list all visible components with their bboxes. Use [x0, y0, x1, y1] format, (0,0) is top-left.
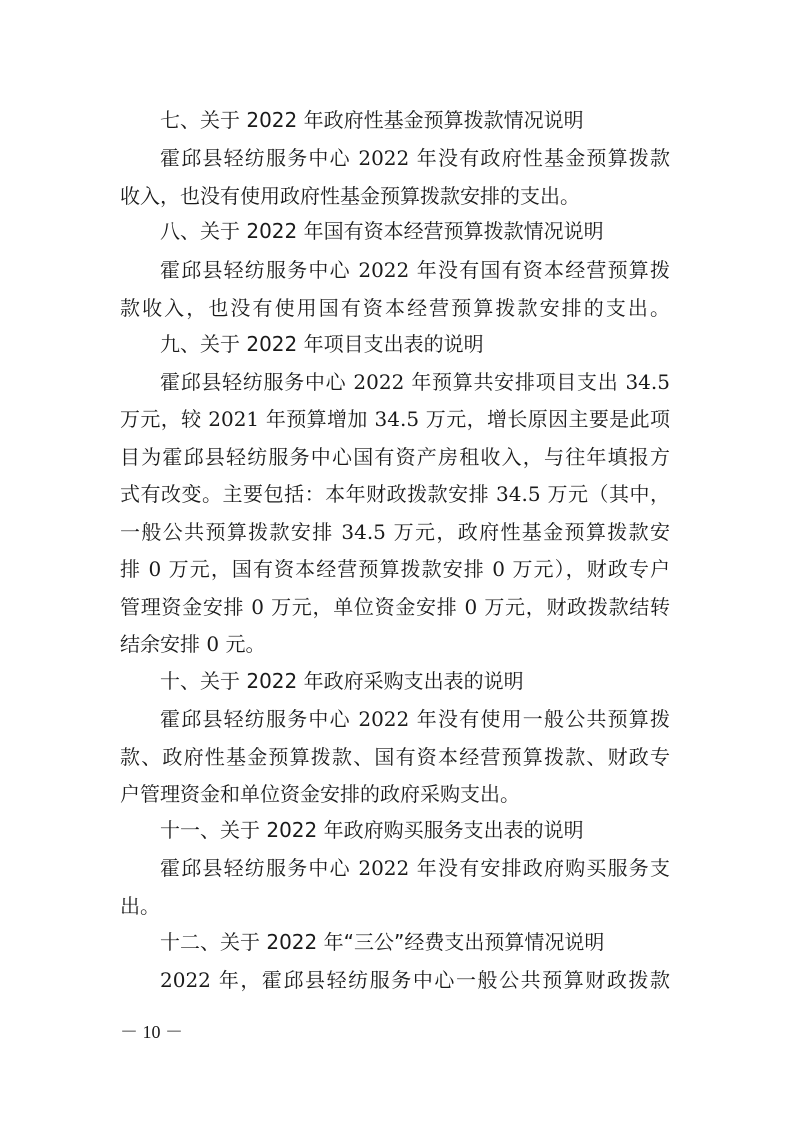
section-8-line-1: 霍邱县轻纺服务中心 2022 年没有国有资本经营预算拨: [160, 258, 670, 282]
section-9-line-6: 排 0 万元，国有资本经营预算拨款安排 0 万元），财政专户: [120, 557, 670, 581]
section-heading-9: 九、关于 2022 年项目支出表的说明: [160, 332, 484, 356]
section-heading-11: 十一、关于 2022 年政府购买服务支出表的说明: [160, 818, 584, 842]
section-11-line-2: 出。: [120, 894, 160, 918]
section-9-line-4: 式有改变。主要包括：本年财政拨款安排 34.5 万元（其中，: [120, 482, 670, 506]
section-8-line-2: 款收入，也没有使用国有资本经营预算拨款安排的支出。: [120, 296, 670, 320]
section-7-line-1: 霍邱县轻纺服务中心 2022 年没有政府性基金预算拨款: [160, 146, 670, 170]
section-9-line-3: 目为霍邱县轻纺服务中心国有资产房租收入，与往年填报方: [120, 445, 670, 469]
section-heading-12: 十二、关于 2022 年“三公”经费支出预算情况说明: [160, 930, 605, 954]
section-10-line-2: 款、政府性基金预算拨款、国有资本经营预算拨款、财政专: [120, 745, 670, 769]
section-heading-10: 十、关于 2022 年政府采购支出表的说明: [160, 669, 524, 693]
section-12-line-1: 2022 年，霍邱县轻纺服务中心一般公共预算财政拨款: [160, 968, 670, 992]
section-heading-7: 七、关于 2022 年政府性基金预算拨款情况说明: [160, 108, 584, 132]
section-9-line-2: 万元，较 2021 年预算增加 34.5 万元，增长原因主要是此项: [120, 407, 670, 431]
section-9-line-1: 霍邱县轻纺服务中心 2022 年预算共安排项目支出 34.5: [160, 370, 670, 394]
section-10-line-3: 户管理资金和单位资金安排的政府采购支出。: [120, 782, 520, 806]
section-9-line-8: 结余安排 0 元。: [120, 632, 266, 656]
section-9-line-5: 一般公共预算拨款安排 34.5 万元，政府性基金预算拨款安: [120, 520, 670, 544]
section-9-line-7: 管理资金安排 0 万元，单位资金安排 0 万元，财政拨款结转: [120, 595, 670, 619]
section-11-line-1: 霍邱县轻纺服务中心 2022 年没有安排政府购买服务支: [160, 856, 670, 880]
page-number: － 10 －: [120, 1022, 183, 1042]
section-10-line-1: 霍邱县轻纺服务中心 2022 年没有使用一般公共预算拨: [160, 707, 670, 731]
section-7-line-2: 收入，也没有使用政府性基金预算拨款安排的支出。: [120, 184, 580, 208]
section-heading-8: 八、关于 2022 年国有资本经营预算拨款情况说明: [160, 219, 604, 243]
